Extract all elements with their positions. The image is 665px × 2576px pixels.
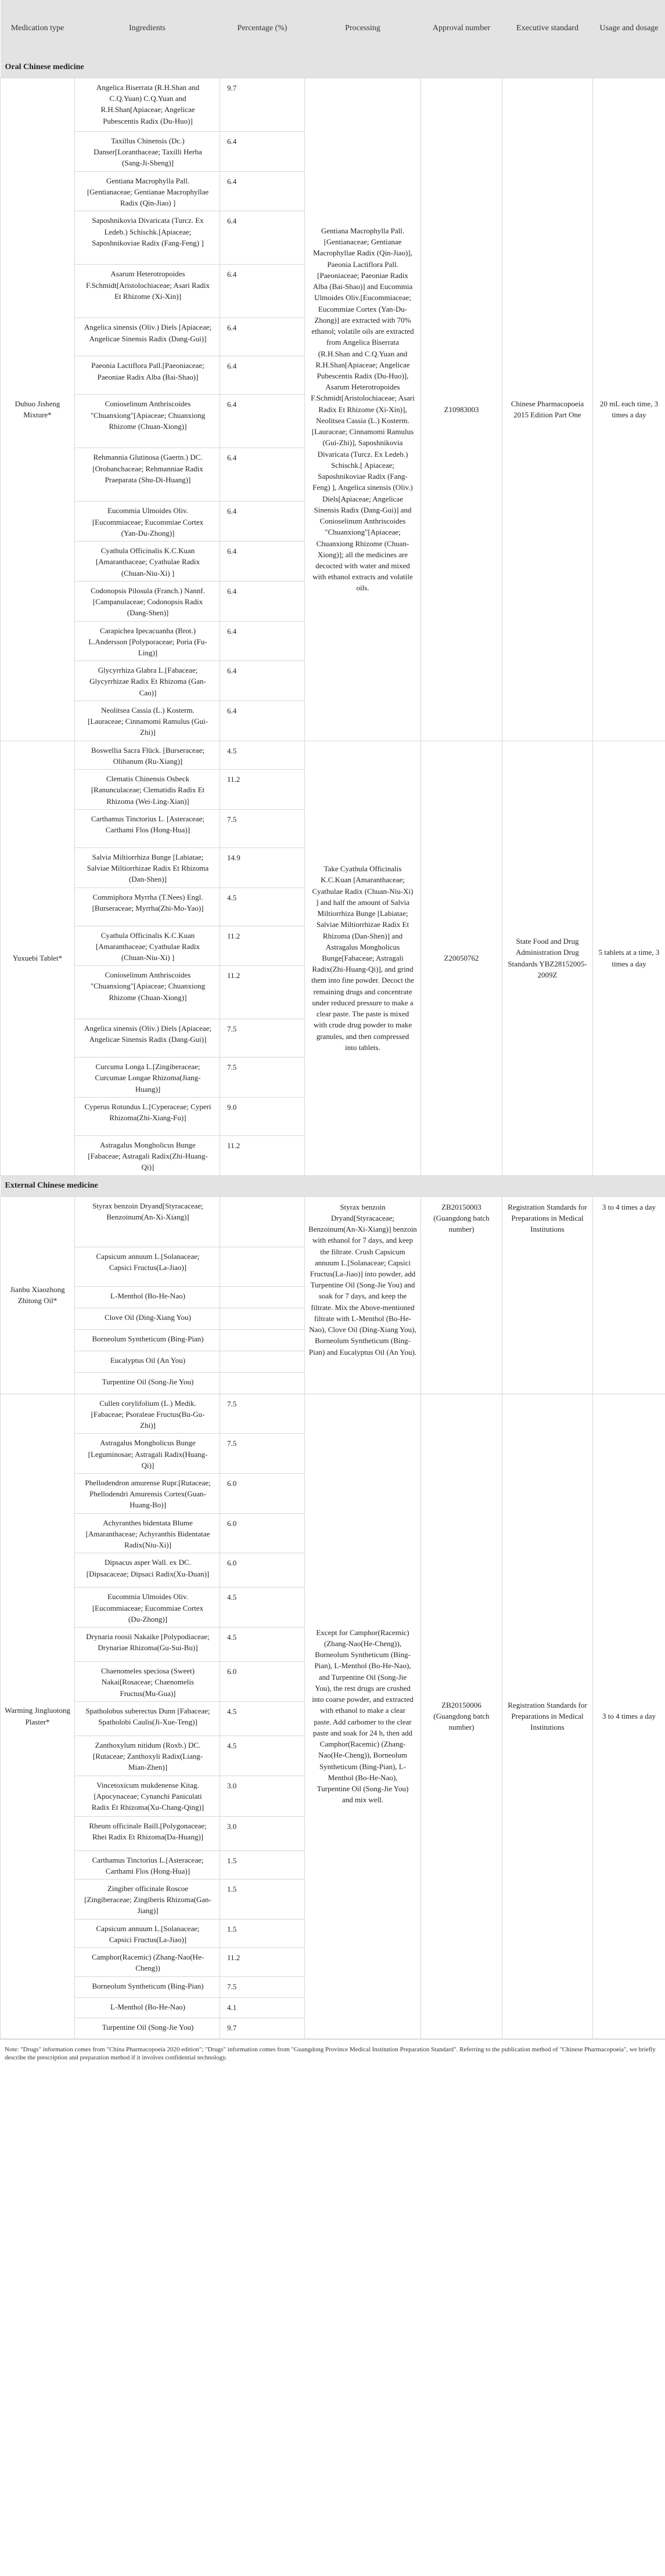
usage-cell: 5 tablets at a time, 3 times a day [593, 741, 665, 1175]
ingredient-cell: Eucalyptus Oil (An You) [75, 1351, 220, 1372]
percentage-cell: 7.5 [220, 1434, 305, 1474]
ingredient-cell: Clove Oil (Ding-Xiang You) [75, 1308, 220, 1329]
section-title: Oral Chinese medicine [1, 57, 665, 78]
ingredient-cell: Vincetoxicum mukdenense Kitag.[Apocynaceae; Cynanchi Paniculati Radix Et Rhizoma(Xu-Chang-Qing)] [75, 1776, 220, 1816]
table-body [1, 57, 665, 2039]
percentage-cell [220, 1247, 305, 1286]
percentage-cell [220, 1196, 305, 1247]
header-approval-number: Approval number [421, 0, 502, 57]
percentage-cell: 6.4 [220, 581, 305, 621]
ingredient-cell: Conioselinum Anthriscoides "Chuanxiong"[Apiaceae; Chuanxiong Rhizome (Chuan-Xiong)] [75, 395, 220, 448]
ingredient-cell: Astragalus Mongholicus Bunge [Fabaceae; Astragali Radix(Zhi-Huang-Qi)] [75, 1135, 220, 1175]
medication-type-cell: Yuxuebi Tablet* [1, 741, 75, 1175]
ingredient-cell: Capsicum annuum L.[Solanaceae; Capsici Fructus(La-Jiao)] [75, 1247, 220, 1286]
percentage-cell: 6.0 [220, 1553, 305, 1588]
ingredient-cell: Codonopsis Pilosula (Franch.) Nannf.[Campanulaceae; Codonopsis Radix (Dang-Shen)] [75, 581, 220, 621]
percentage-cell: 6.4 [220, 502, 305, 542]
ingredient-cell: Clematis Chinensis Osbeck [Ranunculaceae; Clematidis Radix Et Rhizoma (Wei-Ling-Xian)] [75, 770, 220, 810]
percentage-cell: 7.5 [220, 1058, 305, 1098]
percentage-cell [220, 1286, 305, 1308]
ingredient-cell: Conioselinum Anthriscoides "Chuanxiong"[Apiaceae; Chuanxiong Rhizome (Chuan-Xiong)] [75, 966, 220, 1019]
ingredient-cell: Asarum Heterotropoides F.Schmidt[Aristolochiaceae; Asari Radix Et Rhizome (Xi-Xin)] [75, 265, 220, 318]
ingredient-cell: Carthamus Tinctorius L.[Asteraceae; Carthami Flos (Hong-Hua)] [75, 1850, 220, 1879]
ingredient-cell: Salvia Miltiorrhiza Bunge [Labiatae; Salviae Miltiorrhizae Radix Et Rhizoma (Dan-Shen)] [75, 847, 220, 887]
medication-type-cell: Warming Jingluotong Plaster* [1, 1394, 75, 2039]
ingredient-cell: L-Menthol (Bo-He-Nao) [75, 1997, 220, 2018]
ingredient-cell: Eucommia Ulmoides Oliv.[Eucommiaceae; Eucommiae Cortex (Du-Zhong)] [75, 1588, 220, 1628]
ingredient-cell: Rheum officinale Baill.[Polygonaceae; Rhei Radix Et Rhizoma(Da-Huang)] [75, 1816, 220, 1850]
ingredient-cell: Drynaria roosii Nakaike [Polypodiaceae; Drynariae Rhizoma(Gu-Sui-Bu)] [75, 1628, 220, 1662]
header-ingredients: Ingredients [75, 0, 220, 57]
header-row [1, 0, 665, 57]
usage-cell: 3 to 4 times a day [593, 1394, 665, 2039]
percentage-cell: 9.7 [220, 78, 305, 132]
processing-cell: Except for Camphor(Racemic) (Zhang-Nao(He-Cheng)), Borneolum Syntheticum (Bing-Pian), L-Menthol (Bo-He-Nao), and Turpentine Oil (Song-Jie You), the rest drugs are crushed into coarse powder, and extracted with ethanol to make a clear paste. Add carbomer to the clear paste and soak for 24 h, then add Camphor(Racemic) (Zhang-Nao(He-Cheng)), Borneolum Syntheticum (Bing-Pian), L-Menthol (Bo-He-Nao), Turpentine Oil (Song-Jie You) and mix well. [305, 1394, 421, 2039]
percentage-cell: 6.4 [220, 395, 305, 448]
percentage-cell: 6.4 [220, 171, 305, 211]
ingredient-cell: Phellodendron amurense Rupr.[Rutaceae; Phellodendri Amurensis Cortex(Guan-Huang-Bo)] [75, 1474, 220, 1514]
ingredient-cell: Boswellia Sacra Flück. [Burseraceae; Olibanum (Ru-Xiang)] [75, 741, 220, 769]
percentage-cell: 7.5 [220, 1019, 305, 1058]
percentage-cell: 6.4 [220, 211, 305, 265]
percentage-cell: 6.4 [220, 621, 305, 661]
ingredient-cell: Zingiber officinale Roscoe [Zingiberaceae; Zingiberis Rhizoma(Gan-Jiang)] [75, 1879, 220, 1920]
percentage-cell [220, 1372, 305, 1394]
percentage-cell: 6.0 [220, 1662, 305, 1702]
ingredient-cell: Cullen corylifolium (L.) Medik.[Fabaceae; Psoraleae Fructus(Bu-Gu-Zhi)] [75, 1394, 220, 1434]
ingredient-cell: Spatholobus suberectus Dunn [Fabaceae; Spatholobi Caulis(Ji-Xue-Teng)] [75, 1701, 220, 1736]
ingredient-cell: Paeonia Lactiflora Pall.[Paeoniaceae; Paeoniae Radix Alba (Bai-Shao)] [75, 356, 220, 395]
ingredient-cell: Achyranthes bidentata Blume [Amaranthaceae; Achyranthis Bidentatae Radix(Niu-Xi)] [75, 1513, 220, 1553]
percentage-cell: 3.0 [220, 1776, 305, 1816]
ingredient-cell: Borneolum Syntheticum (Bing-Pian) [75, 1329, 220, 1351]
percentage-cell: 11.2 [220, 770, 305, 810]
ingredient-cell: Taxillus Chinensis (Dc.) Danser[Loranthaceae; Taxilli Herba (Sang-Ji-Sheng)] [75, 132, 220, 172]
ingredient-cell: Angelica sinensis (Oliv.) Diels [Apiaceae; Angelicae Sinensis Radix (Dang-Gui)] [75, 318, 220, 356]
processing-cell: Take Cyathula Officinalis K.C.Kuan [Amaranthaceae; Cyathulae Radix (Chuan-Niu-Xi) ] and half the amount of Salvia Miltiorrhiza Bunge [Labiatae; Salviae Miltiorrhizae Radix Et Rhizoma (Dan-Shen)] and Astragalus Mongholicus Bunge[Fabaceae; Astragali Radix(Zhi-Huang-Qi)], and grind them into fine powder. Decoct the remaining drugs and concentrate under reduced pressure to make a clear paste. The paste is mixed with crude drug powder to make granules, and then compressed into tablets. [305, 741, 421, 1175]
ingredient-cell: Chaenomeles speciosa (Sweet) Nakai[Rosaceae; Chaenomelis Fructus(Mu-Gua)] [75, 1662, 220, 1702]
executive-standard-cell: Chinese Pharmacopoeia 2015 Edition Part One [502, 78, 593, 741]
ingredient-cell: Gentiana Macrophylla Pall.[Gentianaceae; Gentianae Macrophyllae Radix (Qin-Jiao) ] [75, 171, 220, 211]
percentage-cell: 7.5 [220, 1976, 305, 1997]
percentage-cell: 11.2 [220, 926, 305, 966]
header-medication-type: Medication type [1, 0, 75, 57]
percentage-cell: 9.0 [220, 1097, 305, 1135]
ingredient-cell: Turpentine Oil (Song-Jie You) [75, 2018, 220, 2039]
percentage-cell: 6.4 [220, 356, 305, 395]
percentage-cell [220, 1329, 305, 1351]
processing-cell: Gentiana Macrophylla Pall.[Gentianaceae; Gentianae Macrophyllae Radix (Qin-Jiao)], Paeonia Lactiflora Pall.[Paeoniaceae; Paeoniae Radix Alba (Bai-Shao)] and Eucommia Ulmoides Oliv.[Eucommiaceae; Eucommiae Cortex (Yan-Du-Zhong)] are extracted with 70% ethanol; volatile oils are extracted from Angelica Biserrata (R.H.Shan and C.Q.Yuan and R.H.Shan[Apiaceae; Angelicae Pubescentis Radix (Du-Huo)], Asarum Heterotropoides F.Schmidt[Aristolochiaceae; Asari Radix Et Rhizome (Xi-Xin)], Neolitsea Cassia (L.) Kosterm.[Lauraceae; Cinnamomi Ramulus (Gui-Zhi)], Saposhnikovia Divaricata (Turcz. Ex Ledeb.) Schischk.[ Apiaceae; Saposhnikoviae Radix (Fang-Feng) ], Angelica sinensis (Oliv.) Diels[Apiaceae; Angelicae Sinensis Radix (Dang-Gui)] and Conioselinum Anthriscoides "Chuanxiong"[Apiaceae; Chuanxiong Rhizome (Chuan-Xiong)]; all the medicines are decocted with water and mixed with ethanol extracts and volatile oils. [305, 78, 421, 741]
percentage-cell: 6.4 [220, 318, 305, 356]
ingredient-cell: Turpentine Oil (Song-Jie You) [75, 1372, 220, 1394]
executive-standard-cell: Registration Standards for Preparations in Medical Institutions [502, 1196, 593, 1394]
percentage-cell: 7.5 [220, 809, 305, 847]
percentage-cell: 3.0 [220, 1816, 305, 1850]
ingredient-cell: Zanthoxylum nitidum (Roxb.) DC.[Rutaceae; Zanthoxyli Radix(Liang-Mian-Zhen)] [75, 1736, 220, 1776]
ingredient-cell: Commiphora Myrrha (T.Nees) Engl.[Burseraceae; Myrrha(Zhi-Mo-Yao)] [75, 887, 220, 926]
section-row [1, 57, 665, 78]
table-row [1, 1394, 665, 1434]
ingredient-cell: Eucommia Ulmoides Oliv.[Eucommiaceae; Eucommiae Cortex (Yan-Du-Zhong)] [75, 502, 220, 542]
percentage-cell: 4.5 [220, 1701, 305, 1736]
ingredient-cell: Carthamus Tinctorius L. [Asteraceae; Carthami Flos (Hong-Hua)] [75, 809, 220, 847]
percentage-cell: 4.5 [220, 741, 305, 769]
section-row [1, 1175, 665, 1196]
medication-type-cell: Jianbu Xiaozhong Zhitong Oil* [1, 1196, 75, 1394]
table-row [1, 78, 665, 132]
percentage-cell: 7.5 [220, 1394, 305, 1434]
percentage-cell: 6.0 [220, 1513, 305, 1553]
usage-cell: 3 to 4 times a day [593, 1196, 665, 1394]
medication-type-cell: Duhuo Jisheng Mixture* [1, 78, 75, 741]
percentage-cell: 11.2 [220, 966, 305, 1019]
header-percentage: Percentage (%) [220, 0, 305, 57]
header-executive-standard: Executive standard [502, 0, 593, 57]
usage-cell: 20 mL each time, 3 times a day [593, 78, 665, 741]
percentage-cell [220, 1308, 305, 1329]
ingredient-cell: Carapichea Ipecacuanha (Brot.) L.Andersson [Polyporaceae; Poria (Fu-Ling)] [75, 621, 220, 661]
approval-number-cell: Z20050762 [421, 741, 502, 1175]
ingredient-cell: Rehmannia Glutinosa (Gaertn.) DC.[Orobanchaceae; Rehmanniae Radix Praeparata (Shu-Di-Huang)] [75, 448, 220, 502]
percentage-cell: 6.4 [220, 132, 305, 172]
percentage-cell: 6.4 [220, 661, 305, 701]
ingredient-cell: Cyathula Officinalis K.C.Kuan [Amaranthaceae; Cyathulae Radix (Chuan-Niu-Xi) ] [75, 542, 220, 582]
approval-number-cell: ZB20150006 (Guangdong batch number) [421, 1394, 502, 2039]
ingredient-cell: Astragalus Mongholicus Bunge [Leguminosae; Astragali Radix(Huang-Qi)] [75, 1434, 220, 1474]
percentage-cell: 4.5 [220, 1628, 305, 1662]
percentage-cell: 4.5 [220, 887, 305, 926]
ingredient-cell: Cyperus Rotundus L.[Cyperaceae; Cyperi Rhizoma(Zhi-Xiang-Fu)] [75, 1097, 220, 1135]
processing-cell: Styrax benzoin Dryand[Styracaceae; Benzoinum(An-Xi-Xiang)] benzoin with ethanol for 7 days, and keep the filtrate. Crush Capsicum annuum L.[Solanaceae; Capsici Fructus(La-Jiao)] into powder, add Turpentine Oil (Song-Jie You) and soak for 7 days, and keep the filtrate. Mix the Above-mentioned filtrate with L-Menthol (Bo-He-Nao), Clove Oil (Ding-Xiang You), Borneolum Syntheticum (Bing-Pian) and Eucalyptus Oil (An You). [305, 1196, 421, 1394]
section-title: External Chinese medicine [1, 1175, 665, 1196]
approval-number-cell: ZB20150003 (Guangdong batch number) [421, 1196, 502, 1394]
percentage-cell: 6.4 [220, 542, 305, 582]
percentage-cell: 1.5 [220, 1919, 305, 1947]
ingredient-cell: Camphor(Racemic) (Zhang-Nao(He-Cheng)) [75, 1948, 220, 1976]
percentage-cell: 9.7 [220, 2018, 305, 2039]
approval-number-cell: Z10983003 [421, 78, 502, 741]
ingredient-cell: Curcuma Longa L.[Zingiberaceae; Curcumae Longae Rhizoma(Jiang-Huang)] [75, 1058, 220, 1098]
ingredient-cell: Borneolum Syntheticum (Bing-Pian) [75, 1976, 220, 1997]
executive-standard-cell: State Food and Drug Administration Drug Standards YBZ28152005-2009Z [502, 741, 593, 1175]
percentage-cell: 4.5 [220, 1588, 305, 1628]
ingredient-cell: Glycyrrhiza Glabra L.[Fabaceae; Glycyrrhizae Radix Et Rhizoma (Gan-Cao)] [75, 661, 220, 701]
ingredient-cell: Styrax benzoin Dryand[Styracaceae; Benzoinum(An-Xi-Xiang)] [75, 1196, 220, 1247]
ingredient-cell: Dipsacus asper Wall. ex DC.[Dipsacaceae; Dipsaci Radix(Xu-Duan)] [75, 1553, 220, 1588]
percentage-cell: 6.0 [220, 1474, 305, 1514]
percentage-cell: 4.1 [220, 1997, 305, 2018]
percentage-cell: 14.9 [220, 847, 305, 887]
percentage-cell: 6.4 [220, 265, 305, 318]
ingredient-cell: Saposhnikovia Divaricata (Turcz. Ex Ledeb.) Schischk.[Apiaceae; Saposhnikoviae Radix (Fang-Feng) ] [75, 211, 220, 265]
header-usage: Usage and dosage [593, 0, 665, 57]
ingredient-cell: Cyathula Officinalis K.C.Kuan [Amaranthaceae; Cyathulae Radix (Chuan-Niu-Xi) ] [75, 926, 220, 966]
ingredient-cell: L-Menthol (Bo-He-Nao) [75, 1286, 220, 1308]
percentage-cell [220, 1351, 305, 1372]
percentage-cell: 1.5 [220, 1850, 305, 1879]
percentage-cell: 11.2 [220, 1135, 305, 1175]
percentage-cell: 6.4 [220, 701, 305, 741]
ingredient-cell: Angelica sinensis (Oliv.) Diels [Apiaceae; Angelicae Sinensis Radix (Dang-Gui)] [75, 1019, 220, 1058]
percentage-cell: 6.4 [220, 448, 305, 502]
ingredient-cell: Angelica Biserrata (R.H.Shan and C.Q.Yuan) C.Q.Yuan and R.H.Shan[Apiaceae; Angelicae Pubescentis Radix (Du-Huo)] [75, 78, 220, 132]
ingredient-cell: Neolitsea Cassia (L.) Kosterm.[Lauraceae; Cinnamomi Ramulus (Gui-Zhi)] [75, 701, 220, 741]
table-row [1, 1196, 665, 1247]
percentage-cell: 4.5 [220, 1736, 305, 1776]
percentage-cell: 11.2 [220, 1948, 305, 1976]
table-note: Note: "Drugs" information comes from "China Pharmacopoeia 2020 edition"; "Drugs" information comes from "Guangdong Province Medical Institution Preparation Standard". Referring to the publication method of "Chinese Pharmacopoeia", we briefly describe the prescription and preparation method if it involves confidential technology. [0, 2039, 665, 2068]
executive-standard-cell: Registration Standards for Preparations in Medical Institutions [502, 1394, 593, 2039]
ingredient-cell: Capsicum annuum L.[Solanaceae; Capsici Fructus(La-Jiao)] [75, 1919, 220, 1947]
header-processing: Processing [305, 0, 421, 57]
table-row [1, 741, 665, 769]
percentage-cell: 1.5 [220, 1879, 305, 1920]
